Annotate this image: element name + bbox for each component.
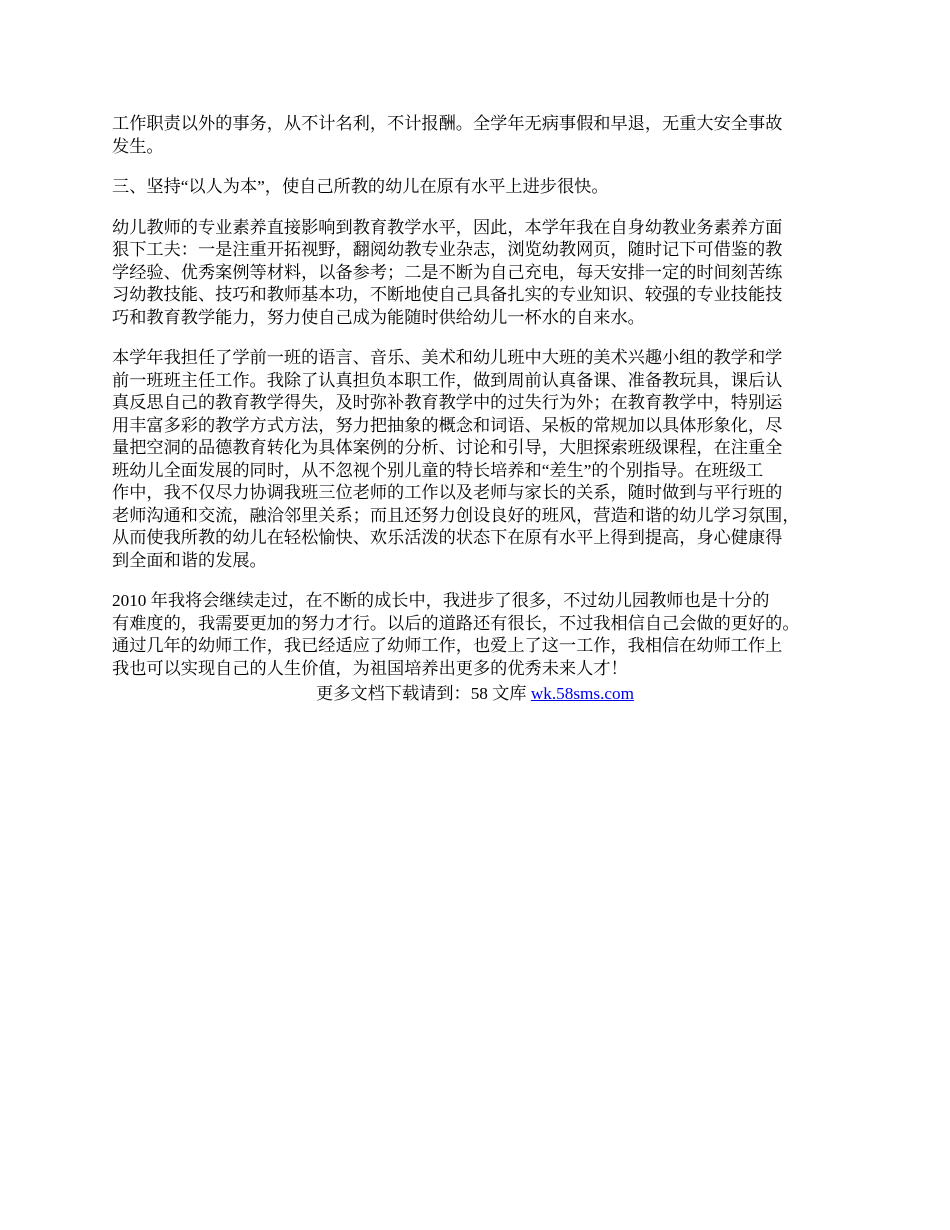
text-line: 幼儿教师的专业素养直接影响到教育教学水平，因此，本学年我在自身幼教业务素养方面 <box>112 217 783 237</box>
paragraph-teaching-work <box>112 347 852 572</box>
text-line: 班幼儿全面发展的同时，从不忽视个别儿童的特长培养和“差生”的个别指导。在班级工 <box>112 460 764 480</box>
footer-text: 更多文档下载请到：58 文库 <box>316 684 531 703</box>
text-line: 前一班班主任工作。我除了认真担负本职工作，做到周前认真备课、准备教玩具，课后认 <box>112 370 783 390</box>
text-line: 发生。 <box>112 136 164 156</box>
text-line: 通过几年的幼师工作，我已经适应了幼师工作，也爱上了这一工作，我相信在幼师工作上 <box>112 636 783 655</box>
text-line: 用丰富多彩的教学方式方法，努力把抽象的概念和词语、呆板的常规加以具体形象化，尽 <box>112 415 783 435</box>
text-line: 从而使我所教的幼儿在轻松愉快、欢乐活泼的状态下在原有水平上得到提高，身心健康得 <box>112 528 783 547</box>
footer-link[interactable]: wk.58sms.com <box>530 684 634 703</box>
text-line: 我也可以实现自己的人生价值，为祖国培养出更多的优秀未来人才！ <box>112 658 628 678</box>
text-line: 2010 年我将会继续走过，在不断的成长中，我进步了很多，不过幼儿园教师也是十分的 <box>112 591 770 610</box>
text-line: 三、坚持“以人为本”，使自己所教的幼儿在原有水平上进步很快。 <box>112 177 609 196</box>
paragraph-professional-quality <box>112 217 852 330</box>
text-line: 有难度的，我需要更加的努力才行。以后的道路还有很长，不过我相信自己会做的更好的。 <box>112 613 800 633</box>
text-line: 真反思自己的教育教学得失，及时弥补教育教学中的过失行为外；在教育教学中，特别运 <box>112 393 783 412</box>
section-heading-people-oriented <box>112 176 852 199</box>
paragraph-duties <box>112 113 852 158</box>
download-footer <box>0 683 950 705</box>
paragraph-outlook-2010 <box>112 590 852 680</box>
document-body <box>112 113 852 680</box>
text-line: 本学年我担任了学前一班的语言、音乐、美术和幼儿班中大班的美术兴趣小组的教学和学 <box>112 348 783 367</box>
text-line: 学经验、优秀案例等材料，以备参考；二是不断为自己充电，每天安排一定的时间刻苦练 <box>112 262 783 282</box>
text-line: 巧和教育教学能力，努力使自己成为能随时供给幼儿一杯水的自来水。 <box>112 307 645 327</box>
text-line: 作中，我不仅尽力协调我班三位老师的工作以及老师与家长的关系，随时做到与平行班的 <box>112 483 783 502</box>
text-line: 狠下工夫：一是注重开拓视野，翻阅幼教专业杂志，浏览幼教网页，随时记下可借鉴的教 <box>112 240 783 259</box>
text-line: 量把空洞的品德教育转化为具体案例的分析、讨论和引导，大胆探索班级课程，在注重全 <box>112 438 783 457</box>
text-line: 老师沟通和交流，融洽邻里关系；而且还努力创设良好的班风，营造和谐的幼儿学习氛围， <box>112 505 800 525</box>
text-line: 到全面和谐的发展。 <box>112 550 267 570</box>
text-line: 习幼教技能、技巧和教师基本功，不断地使自己具备扎实的专业知识、较强的专业技能技 <box>112 285 783 304</box>
text-line: 工作职责以外的事务，从不计名利，不计报酬。全学年无病事假和早退，无重大安全事故 <box>112 114 783 133</box>
